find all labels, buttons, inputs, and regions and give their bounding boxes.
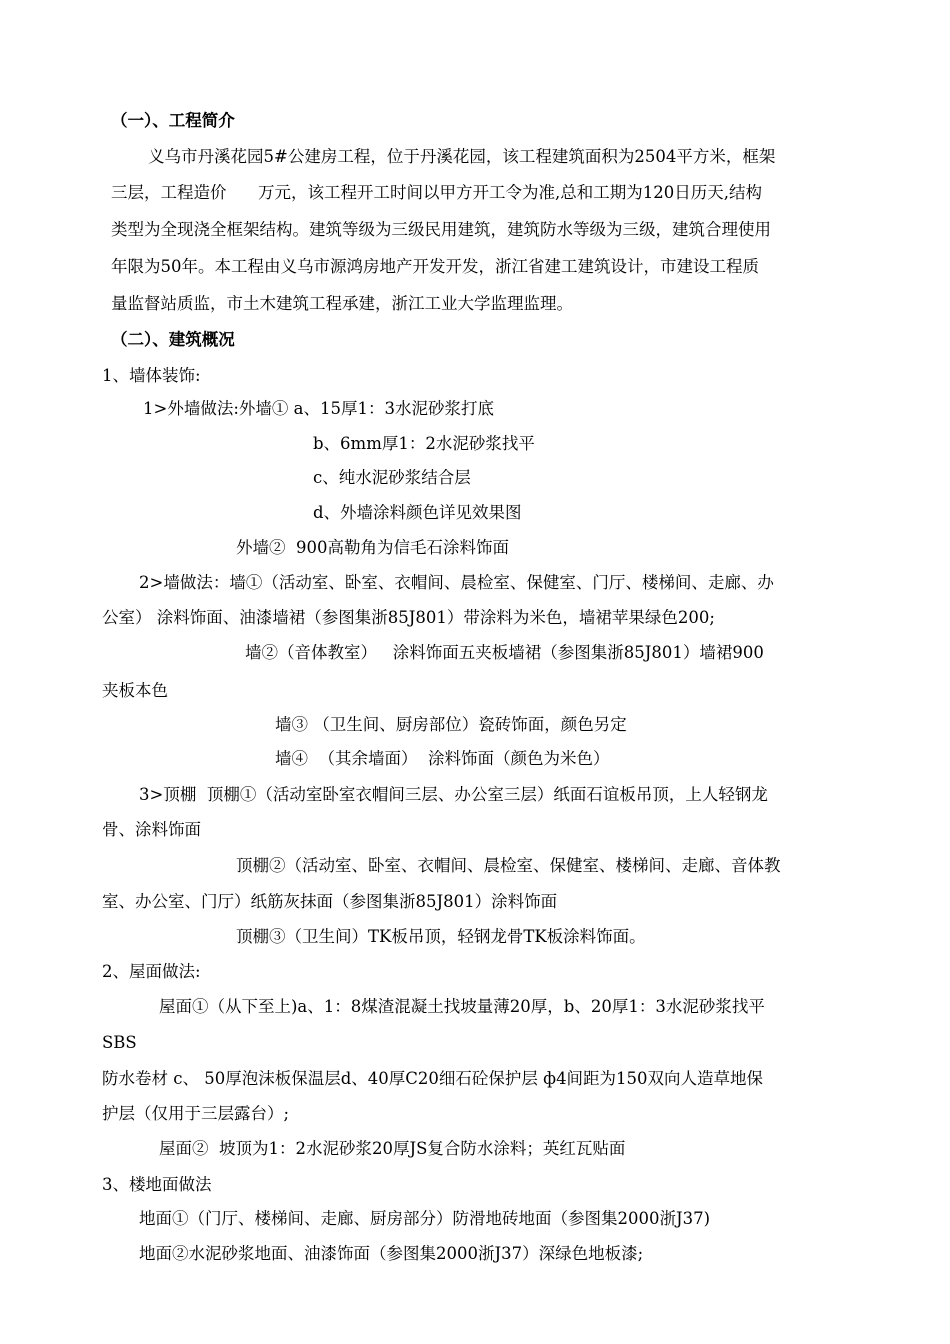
section1-para-line: 量监督站质监，市土木建筑工程承建，浙江工业大学监理监理。	[111, 294, 573, 313]
floor-line: 地面①（门厅、楼梯间、走廊、厨房部分）防滑地砖地面（参图集2000浙J37)	[139, 1209, 711, 1228]
exterior-line: 外墙② 900高勒角为信毛石涂料饰面	[236, 538, 509, 557]
exterior-line: c、纯水泥砂浆结合层	[313, 468, 471, 487]
section1-para-line: 三层，工程造价 万元，该工程开工时间以甲方开工令为准,总和工期为120日历天,结构	[111, 183, 762, 202]
interior-line: 公室） 涂料饰面、油漆墙裙（参图集浙85J801）带涂料为米色，墙裙苹果绿色200;	[102, 608, 715, 627]
roof-line: 屋面①（从下至上)a、1：8煤渣混凝土找坡量薄20厚，b、20厚1：3水泥砂浆找平	[159, 997, 765, 1016]
section1-para-line: 义乌市丹溪花园5#公建房工程，位于丹溪花园，该工程建筑面积为2504平方米，框架	[148, 147, 776, 166]
section2-heading: （二）、建筑概况	[111, 330, 235, 349]
roof-line: 防水卷材 c、 50厚泡沫板保温层d、40厚C20细石砼保护层 ф4间距为150双向人造草地保	[102, 1069, 764, 1088]
interior-line: 墙④ （其余墙面） 涂料饰面（颜色为米色）	[275, 749, 610, 768]
wall-title: 1、墙体装饰:	[102, 366, 201, 385]
section1-para-line: 年限为50年。本工程由义乌市源鸿房地产开发开发，浙江省建工建筑设计，市建设工程质	[111, 257, 759, 276]
roof-title: 2、屋面做法:	[102, 962, 201, 981]
exterior-line: 1>外墙做法:外墙① a、15厚1：3水泥砂浆打底	[143, 399, 494, 418]
floor-line: 地面②水泥砂浆地面、油漆饰面（参图集2000浙J37）深绿色地板漆;	[139, 1244, 644, 1263]
interior-line: 夹板本色	[102, 681, 168, 700]
exterior-line: d、外墙涂料颜色详见效果图	[313, 503, 522, 522]
interior-line: 2>墙做法：墙①（活动室、卧室、衣帽间、晨检室、保健室、门厅、楼梯间、走廊、办	[139, 573, 774, 592]
ceiling-line: 骨、涂料饰面	[102, 820, 201, 839]
roof-line: 屋面② 坡顶为1：2水泥砂浆20厚JS复合防水涂料；英红瓦贴面	[159, 1139, 626, 1158]
section1-para-line: 类型为全现浇全框架结构。建筑等级为三级民用建筑，建筑防水等级为三级，建筑合理使用	[111, 220, 771, 239]
ceiling-line: 3>顶棚 顶棚①（活动室卧室衣帽间三层、办公室三层）纸面石谊板吊顶，上人轻钢龙	[139, 785, 768, 804]
roof-line: 护层（仅用于三层露台）;	[102, 1104, 290, 1123]
interior-line: 墙③ （卫生间、厨房部位）瓷砖饰面，颜色另定	[275, 715, 627, 734]
interior-line: 墙②（音体教室） 涂料饰面五夹板墙裙（参图集浙85J801）墙裙900	[245, 643, 764, 662]
ceiling-line: 顶棚③（卫生间）TK板吊顶，轻钢龙骨TK板涂料饰面。	[236, 927, 646, 946]
section1-heading: （一）、工程简介	[111, 111, 235, 130]
exterior-line: b、6mm厚1：2水泥砂浆找平	[313, 434, 535, 453]
ceiling-line: 室、办公室、门厅）纸筋灰抹面（参图集浙85J801）涂料饰面	[102, 892, 558, 911]
roof-line: SBS	[102, 1033, 137, 1052]
floor-title: 3、楼地面做法	[102, 1175, 212, 1194]
ceiling-line: 顶棚②（活动室、卧室、衣帽间、晨检室、保健室、楼梯间、走廊、音体教	[236, 856, 781, 875]
